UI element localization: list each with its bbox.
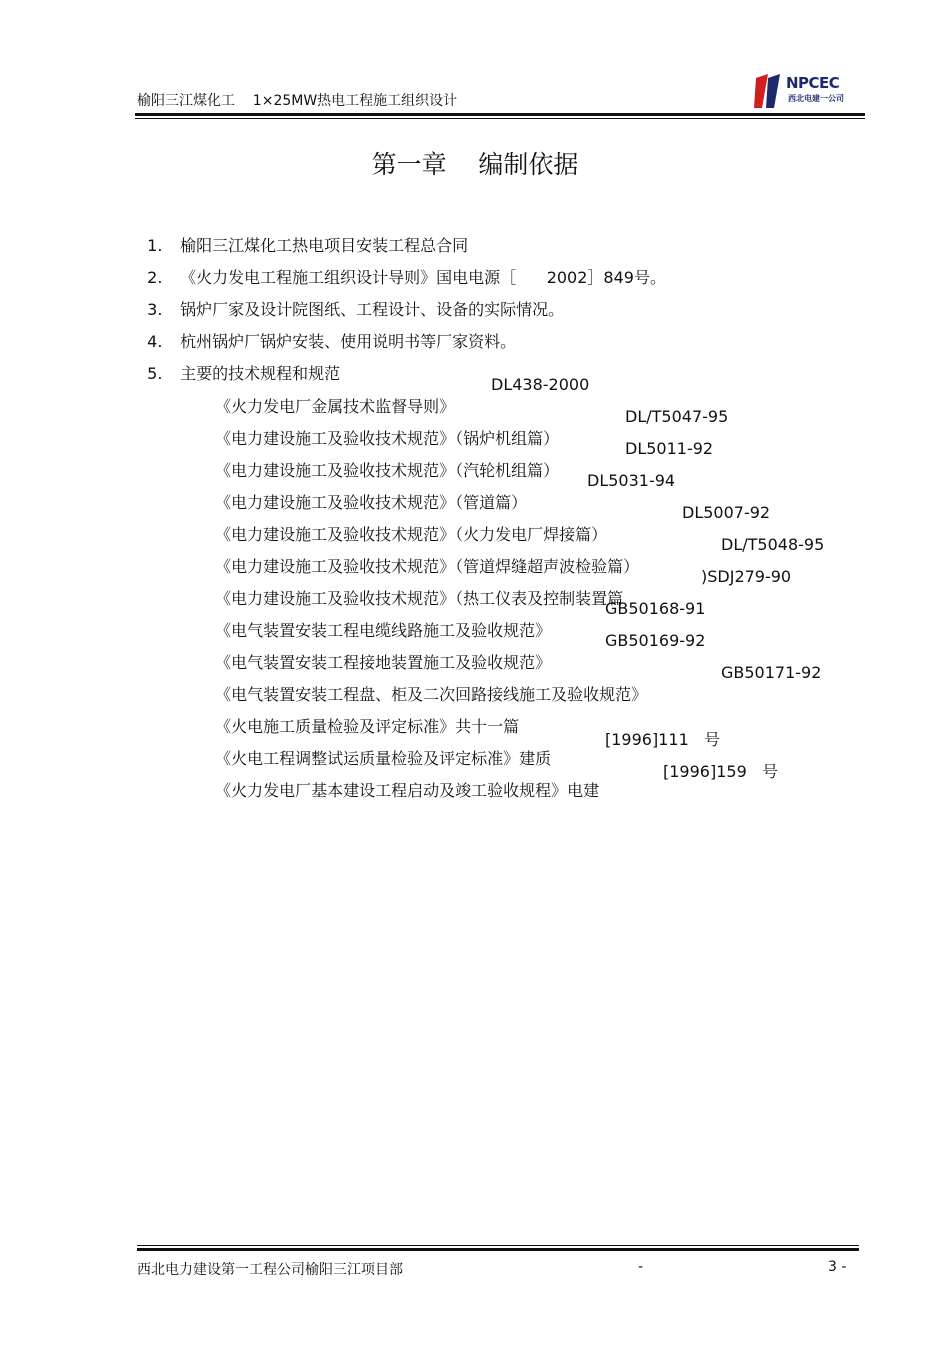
page-number: 3 - <box>828 1259 847 1275</box>
logo-text: NPCEC <box>786 74 840 92</box>
header-rule-thin <box>135 118 865 119</box>
list-text: 杭州锅炉厂锅炉安装、使用说明书等厂家资料。 <box>180 332 517 351</box>
list-number: 1. <box>147 236 163 255</box>
standard-name: 《火力发电厂基本建设工程启动及竣工验收规程》电建 <box>215 781 600 800</box>
standard-name: 《电气装置安装工程接地装置施工及验收规范》 <box>215 653 552 672</box>
list-text: 锅炉厂家及设计院图纸、工程设计、设备的实际情况。 <box>180 300 565 319</box>
standard-code: DL/T5048-95 <box>721 535 825 554</box>
list-number: 4. <box>147 332 163 351</box>
standard-name: 《电力建设施工及验收技术规范》（管道篇） <box>215 493 528 512</box>
list-text: 榆阳三江煤化工热电项目安装工程总合同 <box>180 236 469 255</box>
standard-name: 《电力建设施工及验收技术规范》（热工仪表及控制装置篇 <box>215 589 624 608</box>
company-logo <box>752 72 852 112</box>
standard-code: DL5031-94 <box>587 471 676 490</box>
list-number: 5. <box>147 364 163 383</box>
standard-name: 《电力建设施工及验收技术规范》（火力发电厂焊接篇） <box>215 525 608 544</box>
standard-name: 《火力发电厂金属技术监督导则》 <box>215 397 456 416</box>
footer-dash: - <box>638 1259 644 1275</box>
standard-code: [1996]111 号 <box>605 730 721 749</box>
standard-name: 《火电工程调整试运质量检验及评定标准》建质 <box>215 749 552 768</box>
standard-code: GB50168-91 <box>605 599 706 618</box>
standard-name: 《电力建设施工及验收技术规范》（锅炉机组篇） <box>215 429 560 448</box>
standard-code: DL5011-92 <box>625 439 714 458</box>
page-title: 第一章 编制依据 <box>371 150 579 179</box>
standard-code: GB50171-92 <box>721 663 822 682</box>
list-text: 主要的技术规程和规范 <box>180 364 341 383</box>
list-number: 3. <box>147 300 163 319</box>
footer-rule-thin <box>137 1245 859 1246</box>
logo-mark-icon <box>752 72 786 110</box>
standard-code: GB50169-92 <box>605 631 706 650</box>
header-rule-thick <box>135 113 865 116</box>
standard-code: DL438-2000 <box>491 375 590 394</box>
header-title: 榆阳三江煤化工 1×25MW热电工程施工组织设计 <box>137 93 458 109</box>
standard-name: 《电气装置安装工程盘、柜及二次回路接线施工及验收规范》 <box>215 685 648 704</box>
standard-name: 《电力建设施工及验收技术规范》（汽轮机组篇） <box>215 461 560 480</box>
standard-name: 《电力建设施工及验收技术规范》（管道焊缝超声波检验篇） <box>215 557 640 576</box>
list-text: 《火力发电工程施工组织设计导则》国电电源［ 2002］849号。 <box>180 268 666 287</box>
logo-subtitle: 西北电建一公司 <box>788 94 844 103</box>
standard-code: DL5007-92 <box>682 503 771 522</box>
standard-code: )SDJ279-90 <box>701 567 792 586</box>
standard-name: 《电气装置安装工程电缆线路施工及验收规范》 <box>215 621 552 640</box>
list-number: 2. <box>147 268 163 287</box>
standard-code: [1996]159 号 <box>663 762 779 781</box>
footer-rule-thick <box>137 1248 859 1251</box>
standard-name: 《火电施工质量检验及评定标准》共十一篇 <box>215 717 520 736</box>
standard-item <box>205 759 779 820</box>
footer-organization: 西北电力建设第一工程公司榆阳三江项目部 <box>137 1262 403 1278</box>
standard-code: DL/T5047-95 <box>625 407 729 426</box>
